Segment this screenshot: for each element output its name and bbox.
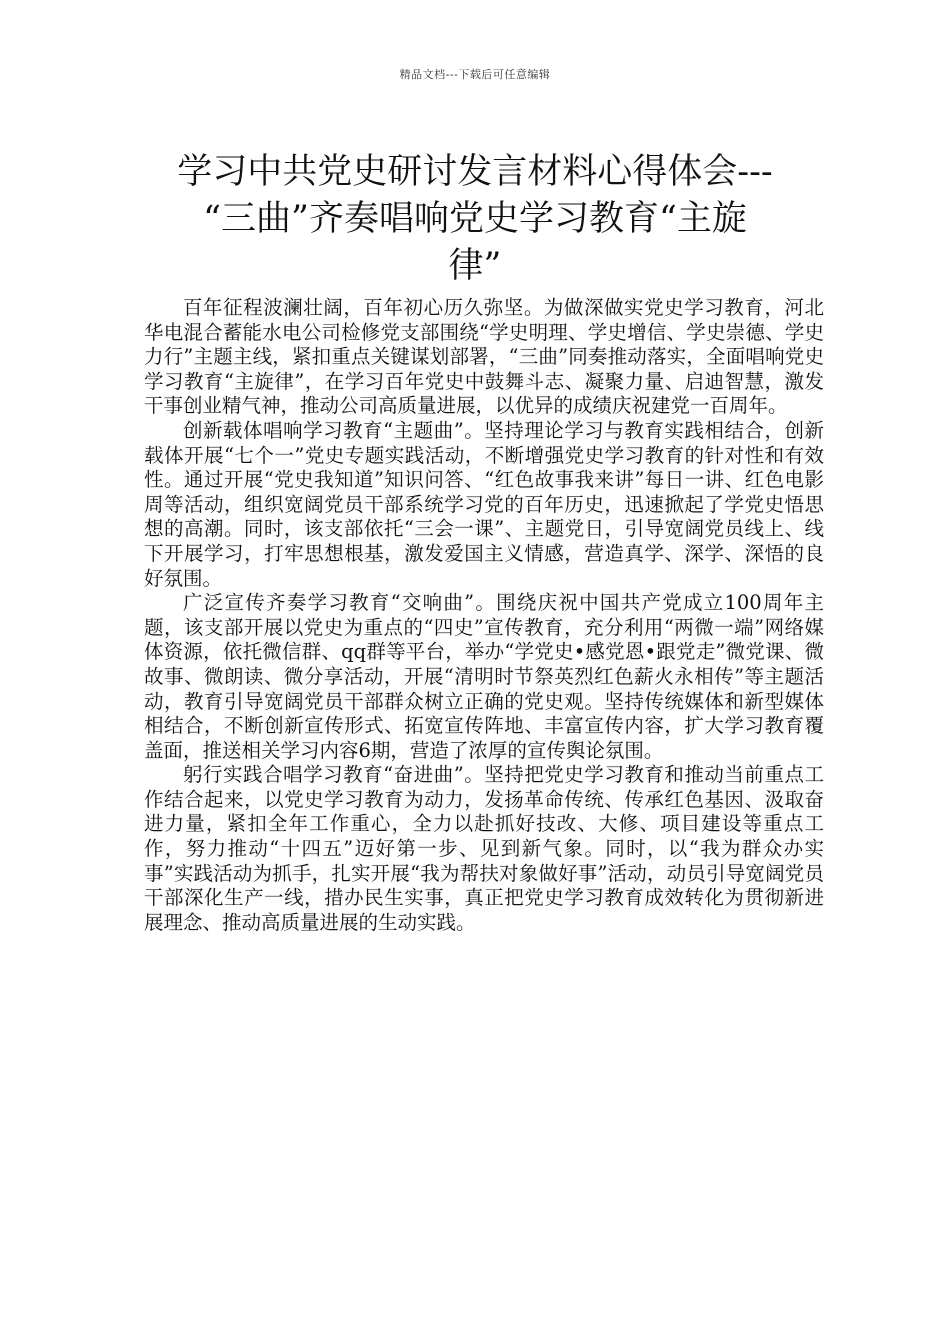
paragraph-theme-song: 创新载体唱响学习教育“主题曲”。坚持理论学习与教育实践相结合，创新载体开展“七个一”党史专题实践活动，不断增强党史学习教育的针对性和有效性。通过开展“党史我知道”知识问答、“红色故事我来讲”每日一讲、红色电影周等活动，组织宽阔党员干部系统学习党的百年历史，迅速掀起了学党史悟思想的高潮。同时，该支部依托“三会一课”、主题党日，引导宽阔党员线上、线下开展学习，打牢思想根基，激发爱国主义情感，营造真学、深学、深悟的良好氛围。 [144, 418, 824, 590]
title-line-2: “三曲”齐奏唱响党史学习教育“主旋 [203, 199, 747, 240]
header-note: 精品文档---下载后可任意编辑 [399, 68, 551, 81]
document-body [144, 296, 824, 935]
document-title [150, 149, 800, 290]
paragraph-intro: 百年征程波澜壮阔，百年初心历久弥坚。为做深做实党史学习教育，河北华电混合蓄能水电公司检修党支部围绕“学史明理、学史增信、学史崇德、学史力行”主题主线，紧扣重点关键谋划部署，“三曲”同奏推动落实，全面唱响党史学习教育“主旋律”，在学习百年党史中鼓舞斗志、凝聚力量、启迪智慧，激发干事创业精气神，推动公司高质量进展，以优异的成绩庆祝建党一百周年。 [144, 296, 824, 418]
paragraph-march: 躬行实践合唱学习教育“奋进曲”。坚持把党史学习教育和推动当前重点工作结合起来，以党史学习教育为动力，发扬革命传统、传承红色基因、汲取奋进力量，紧扣全年工作重心，全力以赴抓好技改、大修、项目建设等重点工作，努力推动“十四五”迈好第一步、见到新气象。同时，以“我为群众办实事”实践活动为抓手，扎实开展“我为帮扶对象做好事”活动，动员引导宽阔党员干部深化生产一线，措办民生实事，真正把党史学习教育成效转化为贯彻新进展理念、推动高质量进展的生动实践。 [144, 763, 824, 934]
paragraph-symphony: 广泛宣传齐奏学习教育“交响曲”。围绕庆祝中国共产党成立100周年主题，该支部开展以党史为重点的“四史”宣传教育，充分利用“两微一端”网络媒体资源，依托微信群、qq群等平台，举办“学党史•感党恩•跟党走”微党课、微故事、微朗读、微分享活动，开展“清明时节祭英烈红色薪火永相传”等主题活动，教育引导宽阔党员干部群众树立正确的党史观。坚持传统媒体和新型媒体相结合，不断创新宣传形式、拓宽宣传阵地、丰富宣传内容，扩大学习教育覆盖面，推送相关学习内容6期，营造了浓厚的宣传舆论氛围。 [144, 591, 824, 762]
title-line-1: 学习中共党史研讨发言材料心得体会--- [177, 152, 773, 193]
title-line-3: 律” [448, 246, 502, 287]
